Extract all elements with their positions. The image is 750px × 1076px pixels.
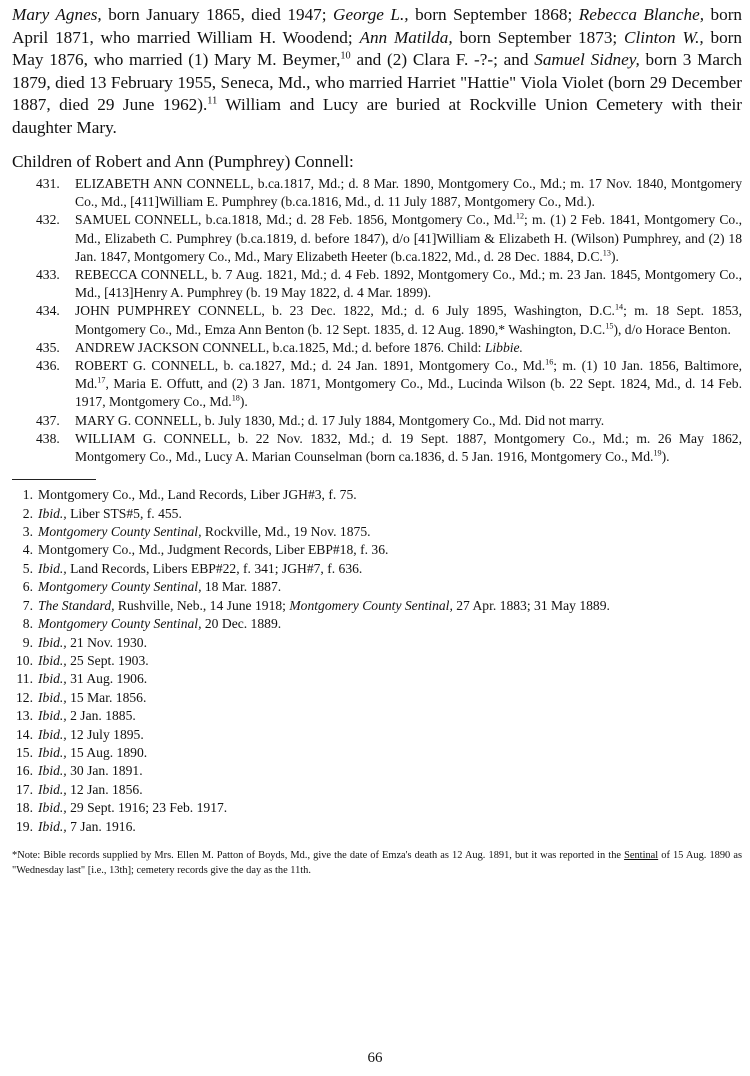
text-run: ELIZABETH ANN CONNELL, b.ca.1817, Md.; d. 8 Mar. 1890, Montgomery Co., Md.; m. 17 Nov. 1840, Montgomery Co., Md., [411]William E. Pumphrey (b.ca.1816, Md., d. 11 July 1887, Montgomery Co., Md.).	[75, 176, 742, 210]
footnote-number: 7.	[22, 597, 33, 613]
italic-text: Ibid.,	[38, 652, 67, 668]
document-page	[12, 4, 742, 888]
child-entry	[12, 266, 742, 302]
italic-text: Ibid.,	[38, 800, 67, 816]
intro-paragraph	[12, 4, 742, 139]
footnote-number: 13.	[16, 708, 33, 724]
text-run: 30 Jan. 1891.	[66, 763, 143, 779]
text-run: 31 Aug. 1906.	[66, 671, 148, 687]
footnote-divider	[12, 479, 96, 480]
text-run: JOHN PUMPHREY CONNELL, b. 23 Dec. 1822, Md.; d. 6 July 1895, Washington, D.C.	[75, 303, 615, 319]
text-run: Montgomery Co., Md., Land Records, Liber JGH#3, f. 75.	[38, 487, 357, 503]
italic-text: Mary Agnes,	[12, 5, 102, 24]
footnotes-list	[12, 486, 742, 836]
entry-number: 437.	[36, 412, 60, 428]
children-list	[12, 175, 742, 466]
text-run: born September 1873;	[452, 27, 624, 47]
text-run: ).	[239, 394, 248, 410]
footnote-ref: 13	[602, 248, 611, 258]
text-run: William and Lucy are buried at Rockville Union Cemetery with their daughter Mary.	[12, 95, 742, 137]
text-run: born September 1868;	[408, 5, 579, 24]
footnote-item	[12, 578, 742, 596]
footnote-number: 15.	[16, 744, 33, 760]
text-run: MARY G. CONNELL, b. July 1830, Md.; d. 17 July 1884, Montgomery Co., Md. Did not marry.	[75, 412, 605, 428]
footnote-item	[12, 486, 742, 504]
italic-text: Samuel Sidney,	[534, 50, 640, 69]
text-run: ).	[661, 449, 670, 465]
footnote-number: 10.	[16, 652, 33, 668]
text-run: REBECCA CONNELL, b. 7 Aug. 1821, Md.; d. 4 Feb. 1892, Montgomery Co., Md.; m. 23 Jan. 1845, Montgomery Co., Md., [413]Henry A. Pumphrey (b. 19 May 1822, d. 4 Mar. 1899).	[75, 267, 742, 301]
text-run: Rockville, Md., 19 Nov. 1875.	[201, 524, 371, 540]
footnote-item	[12, 670, 742, 688]
children-heading: Children of Robert and Ann (Pumphrey) Connell:	[12, 152, 354, 171]
footnote-ref: 15	[605, 321, 614, 331]
text-run: ROBERT G. CONNELL, b. ca.1827, Md.; d. 24 Jan. 1891, Montgomery Co., Md.	[75, 358, 546, 374]
footnote-number: 14.	[16, 726, 33, 742]
italic-text: Ann Matilda,	[359, 27, 453, 47]
footnote-ref: 19	[653, 448, 662, 458]
footnote-number: 16.	[16, 763, 33, 779]
footnote-item	[12, 597, 742, 615]
entry-number: 432.	[36, 212, 60, 228]
footnote-number: 1.	[22, 487, 33, 503]
footnote-item	[12, 762, 742, 780]
entry-number: 436.	[36, 358, 60, 374]
footnote-number: 6.	[22, 579, 33, 595]
text-run: Montgomery Co., Md., Judgment Records, Liber EBP#18, f. 36.	[38, 542, 389, 558]
italic-text: The Standard,	[38, 597, 115, 613]
text-run: WILLIAM G. CONNELL, b. 22 Nov. 1832, Md.; d. 19 Sept. 1887, Montgomery Co., Md.; m. 26 May 1862, Montgomery Co., Md., Lucy A. Marian Counselman (born ca.1836, d. 5 Jan. 1916, Montgomery Co., Md.	[75, 430, 742, 465]
footnote-ref: 12	[515, 211, 525, 221]
text-run: Liber STS#5, f. 455.	[66, 505, 182, 521]
text-run: , Maria E. Offutt, and (2) 3 Jan. 1871, Montgomery Co., Md., Lucinda Wilson (b. 22 Sept. 1824, Md., d. 14 Feb. 1917, Montgomery Co., Md.	[75, 376, 742, 410]
footnote-item	[12, 707, 742, 725]
entry-number: 433.	[36, 267, 60, 283]
italic-text: George L.,	[333, 5, 409, 24]
italic-text: Montgomery County Sentinal,	[38, 616, 202, 632]
text-run: born 3 March 1879, died 13 February 1955, Seneca, Md., who married Harriet "Hattie" Viola Violet (born 29 December 1887, died 29 June 1962).	[12, 50, 742, 114]
child-entry	[12, 339, 742, 357]
text-run: SAMUEL CONNELL, b.ca.1818, Md.; d. 28 Feb. 1856, Montgomery Co., Md.	[75, 212, 516, 228]
text-run: 12 July 1895.	[66, 726, 144, 742]
note-text-after: of 15 Aug. 1890 as "Wednesday last" [i.e., 13th]; cemetery records give the day as the 11th.	[12, 849, 742, 876]
footnote-item	[12, 523, 742, 541]
italic-text: Ibid.,	[38, 689, 67, 705]
footnote-item	[12, 799, 742, 817]
entry-number: 435.	[36, 339, 60, 355]
entry-number: 434.	[36, 303, 60, 319]
italic-text: Ibid.,	[38, 708, 67, 724]
text-run: ; m. 18 Sept. 1853, Montgomery Co., Md., Emza Ann Benton (b. 12 Sept. 1835, d. 12 Aug. 1890,* Washington, D.C.	[75, 303, 742, 337]
text-run: 25 Sept. 1903.	[66, 652, 149, 668]
italic-text: Libbie.	[484, 339, 523, 355]
italic-text: Montgomery County Sentinal,	[38, 579, 202, 595]
footnote-number: 5.	[22, 560, 33, 576]
footnote-number: 8.	[22, 616, 33, 632]
italic-text: Montgomery County Sentinal,	[289, 597, 453, 613]
footnote-item	[12, 615, 742, 633]
italic-text: Ibid.,	[38, 744, 67, 760]
footnote-item	[12, 818, 742, 836]
text-run: 20 Dec. 1889.	[201, 616, 282, 632]
footnote-number: 3.	[22, 524, 33, 540]
text-run: Land Records, Libers EBP#22, f. 341; JGH#7, f. 636.	[66, 560, 363, 576]
footnote-ref: 16	[545, 357, 554, 367]
note-underlined-word: Sentinal	[624, 849, 659, 861]
footnote-item	[12, 652, 742, 670]
text-run: ; m. (1) 10 Jan. 1856, Baltimore, Md.	[75, 358, 743, 392]
text-run: ANDREW JACKSON CONNELL, b.ca.1825, Md.; d. before 1876. Child:	[75, 339, 485, 355]
footnote-number: 9.	[22, 634, 33, 650]
text-run: 18 Mar. 1887.	[201, 579, 282, 595]
footnote-note	[12, 848, 742, 878]
italic-text: Ibid.,	[38, 560, 67, 576]
child-entry	[12, 430, 742, 466]
italic-text: Ibid.,	[38, 634, 67, 650]
footnote-number: 17.	[16, 781, 33, 797]
text-run: born May 1876, who married (1) Mary M. Beymer,	[12, 27, 742, 69]
text-run: 27 Apr. 1883; 31 May 1889.	[452, 597, 610, 613]
text-run: 2 Jan. 1885.	[66, 708, 136, 724]
text-run: ), d/o Horace Benton.	[613, 321, 731, 337]
text-run: Rushville, Neb., 14 June 1918;	[114, 597, 290, 613]
footnote-item	[12, 744, 742, 762]
text-run: ).	[610, 248, 619, 264]
footnote-item	[12, 726, 742, 744]
footnote-number: 11.	[16, 671, 33, 687]
footnote-item	[12, 560, 742, 578]
text-run: and (2) Clara F. -?-; and	[350, 50, 535, 69]
footnote-ref: 18	[231, 393, 240, 403]
note-text-before: *Note: Bible records supplied by Mrs. Ellen M. Patton of Boyds, Md., give the date of Emza's death as 12 Aug. 1891, but it was reported in the	[12, 849, 625, 861]
text-run: 21 Nov. 1930.	[66, 634, 148, 650]
footnote-ref: 10	[340, 50, 351, 62]
text-run: 29 Sept. 1916; 23 Feb. 1917.	[66, 800, 228, 816]
text-run: 15 Aug. 1890.	[66, 744, 148, 760]
text-run: 12 Jan. 1856.	[66, 781, 143, 797]
italic-text: Ibid.,	[38, 505, 67, 521]
text-run: ; m. (1) 2 Feb. 1841, Montgomery Co., Md., Elizabeth C. Pumphrey (b.ca.1819, d. before 1847), d/o [41]William & Elizabeth H. (Wilson) Pumphrey, and (2) 18 Jan. 1847, Montgomery Co., Md., Mary Elizabeth Heeter (b.ca.1822, Md., d. 28 Dec. 1884, D.C.	[75, 212, 742, 264]
text-run: born April 1871, who married William H. Woodend;	[12, 5, 743, 47]
footnote-ref: 14	[614, 302, 624, 312]
footnote-number: 19.	[16, 818, 33, 834]
footnote-item	[12, 634, 742, 652]
child-entry	[12, 211, 742, 266]
italic-text: Ibid.,	[38, 763, 67, 779]
child-entry	[12, 357, 742, 412]
footnote-ref: 11	[207, 95, 218, 107]
child-entry	[12, 175, 742, 211]
text-run: 15 Mar. 1856.	[66, 689, 147, 705]
italic-text: Rebecca Blanche,	[578, 5, 705, 24]
footnote-number: 2.	[22, 505, 33, 521]
text-run: 7 Jan. 1916.	[66, 818, 136, 834]
child-entry	[12, 412, 742, 430]
entry-number: 438.	[36, 430, 60, 446]
footnote-item	[12, 505, 742, 523]
child-entry	[12, 302, 742, 338]
italic-text: Ibid.,	[38, 671, 67, 687]
footnote-item	[12, 689, 742, 707]
footnote-ref: 17	[97, 375, 106, 385]
text-run: born January 1865, died 1947;	[101, 5, 334, 24]
italic-text: Ibid.,	[38, 818, 67, 834]
italic-text: Montgomery County Sentinal,	[38, 524, 202, 540]
italic-text: Ibid.,	[38, 726, 67, 742]
page-number: 66	[367, 1050, 383, 1066]
entry-number: 431.	[36, 176, 60, 191]
footnote-number: 18.	[16, 800, 33, 816]
italic-text: Clinton W.,	[624, 27, 704, 47]
footnote-number: 12.	[16, 689, 33, 705]
footnote-number: 4.	[22, 542, 33, 558]
footnote-item	[12, 541, 742, 559]
footnote-item	[12, 781, 742, 799]
italic-text: Ibid.,	[38, 781, 67, 797]
